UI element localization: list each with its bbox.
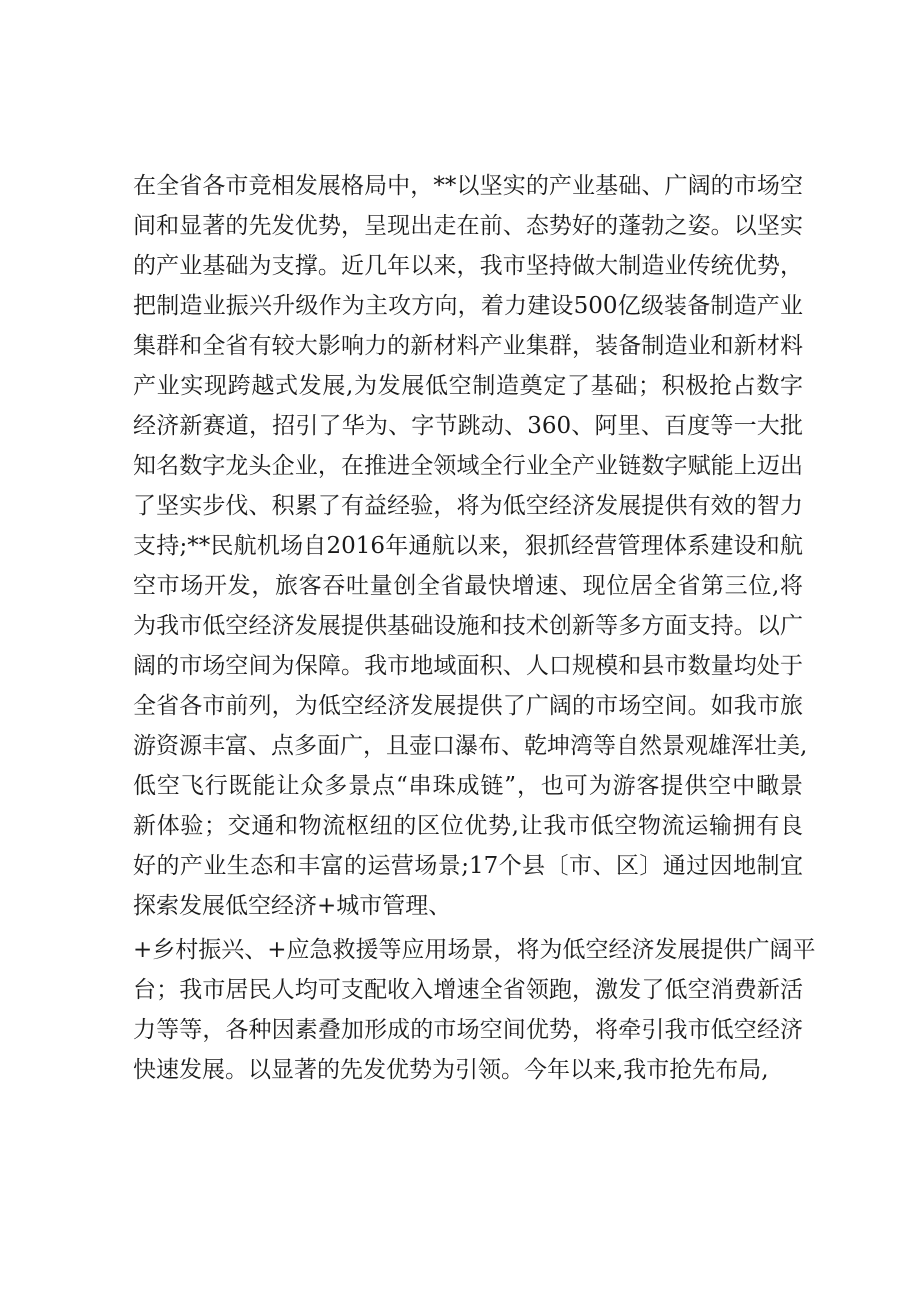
text-line: 知名数字龙头企业，在推进全领域全行业全产业链数字赋能上迈出 xyxy=(133,453,803,479)
text-line: 快速发展。以显著的先发优势为引领。今年以来,我市抢先布局, xyxy=(133,1057,769,1083)
text-line: 全省各市前列，为低空经济发展提供了广阔的市场空间。如我市旅 xyxy=(133,693,803,719)
text-line: 经济新赛道，招引了华为、字节跳动、360、阿里、百度等一大批 xyxy=(133,413,803,439)
text-line: 在全省各市竞相发展格局中，**以坚实的产业基础、广阔的市场空 xyxy=(133,173,803,199)
text-line: 探索发展低空经济+城市管理、 xyxy=(133,893,452,919)
text-line: 支持;**民航机场自2016年通航以来，狠抓经营管理体系建设和航 xyxy=(133,533,803,559)
text-line: 把制造业振兴升级作为主攻方向，着力建设500亿级装备制造产业 xyxy=(133,293,803,319)
text-line: 空市场开发，旅客吞吐量创全省最快增速、现位居全省第三位,将 xyxy=(133,573,803,599)
text-line: 间和显著的先发优势，呈现出走在前、态势好的蓬勃之姿。以坚实 xyxy=(133,213,803,239)
text-line: 台；我市居民人均可支配收入增速全省领跑，激发了低空消费新活 xyxy=(133,977,803,1003)
text-line: 的产业基础为支撑。近几年以来，我市坚持做大制造业传统优势， xyxy=(133,253,803,279)
text-line: 游资源丰富、点多面广，且壶口瀑布、乾坤湾等自然景观雄浑壮美, xyxy=(133,733,808,759)
text-line: 好的产业生态和丰富的运营场景;17个县〔市、区〕通过因地制宜 xyxy=(133,853,803,879)
text-line: 新体验；交通和物流枢纽的区位优势,让我市低空物流运输拥有良 xyxy=(133,813,803,839)
text-line: 产业实现跨越式发展,为发展低空制造奠定了基础；积极抢占数字 xyxy=(133,373,803,399)
text-line: 为我市低空经济发展提供基础设施和技术创新等多方面支持。以广 xyxy=(133,613,803,639)
text-line: 集群和全省有较大影响力的新材料产业集群，装备制造业和新材料 xyxy=(133,333,803,359)
text-line: 了坚实步伐、积累了有益经验，将为低空经济发展提供有效的智力 xyxy=(133,493,803,519)
text-line: 力等等，各种因素叠加形成的市场空间优势，将牵引我市低空经济 xyxy=(133,1017,803,1043)
text-line: 低空飞行既能让众多景点“串珠成链”，也可为游客提供空中瞰景 xyxy=(133,773,803,799)
text-line: 阔的市场空间为保障。我市地域面积、人口规模和县市数量均处于 xyxy=(133,653,803,679)
text-line: +乡村振兴、+应急救援等应用场景，将为低空经济发展提供广阔平 xyxy=(133,937,816,963)
body-text xyxy=(133,166,816,1090)
